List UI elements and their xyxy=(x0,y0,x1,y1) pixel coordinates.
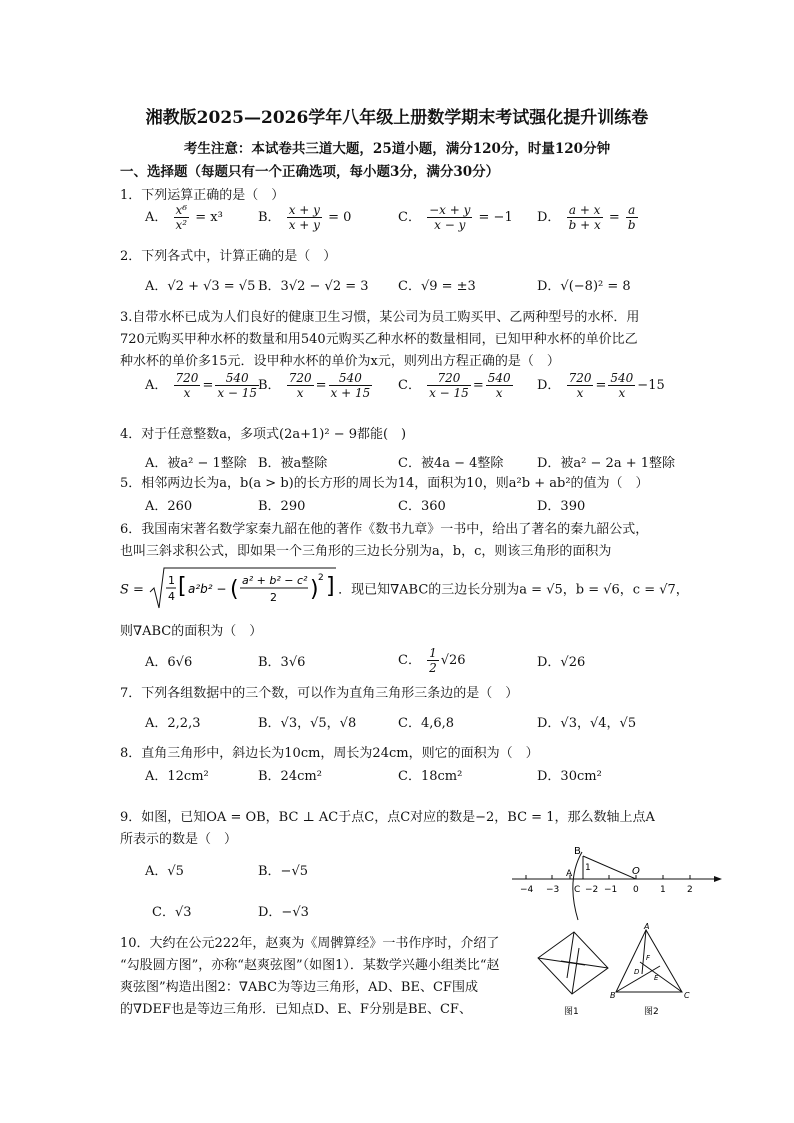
svg-text:[: [ xyxy=(178,574,187,599)
q3-option-a[interactable]: A． $\frac{720}{x}$ = $\frac{540}{x - 15}$ xyxy=(145,371,258,400)
q7-option-d[interactable]: D．√3，√4，√5 xyxy=(537,716,637,731)
q7-stem: 7．下列各组数据中的三个数，可以作为直角三角形三条边的是（ ） xyxy=(120,686,519,701)
q2-option-c[interactable]: C．√9 = ±3 xyxy=(398,279,476,294)
q4-option-d[interactable]: D．被a² − 2a + 1整除 xyxy=(537,456,675,471)
tick-label: 2 xyxy=(687,885,693,895)
q2-option-d[interactable]: D．√(−8)² = 8 xyxy=(537,279,631,294)
exam-notice: 考生注意：本试卷共三道大题，25道小题，满分120分，时量120分钟 xyxy=(183,141,611,157)
q1-option-a[interactable]: A． $\frac{\text{x⁶}}{\text{x²}}$ = x³ xyxy=(145,203,223,232)
page-title: 湘教版2025—2026学年八年级上册数学期末考试强化提升训练卷 xyxy=(145,108,649,128)
q8-option-a[interactable]: A．12cm² xyxy=(145,769,209,784)
q8-option-b[interactable]: B．24cm² xyxy=(258,769,322,784)
point-b-label: B xyxy=(574,846,581,857)
svg-text:1: 1 xyxy=(168,574,176,587)
q3-option-c[interactable]: C． $\frac{720}{x - 15}$ = $\frac{540}{x}$ xyxy=(398,371,511,400)
tick-label: −2 xyxy=(585,885,599,895)
q3-stem-line2: 720元购买甲种水杯的数量和用540元购买乙种水杯的数量相同，已知甲种水杯的单价比乙 xyxy=(120,332,638,347)
q1-option-c[interactable]: C． $\frac{-x + y}{x - y}$ = −1 xyxy=(398,203,513,232)
section-heading: 一、选择题（每题只有一个正确选项，每小题3分，满分30分） xyxy=(120,164,500,180)
point-o-label: O xyxy=(632,866,640,877)
tick-label: 0 xyxy=(633,885,639,895)
figure-2-caption: 图2 xyxy=(644,1007,659,1017)
q8-stem: 8．直角三角形中，斜边长为10cm，周长为24cm，则它的面积为（ ） xyxy=(120,746,539,761)
q8-option-d[interactable]: D．30cm² xyxy=(537,769,602,784)
q5-option-a[interactable]: A．260 xyxy=(145,499,193,514)
q4-option-b[interactable]: B．被a整除 xyxy=(258,456,328,471)
q6-option-a[interactable]: A．6√6 xyxy=(145,655,193,670)
q6-stem-line3: 则∇ABC的面积为（ ） xyxy=(120,624,263,639)
q9-stem-line1: 9．如图，已知OA = OB，BC ⊥ AC于点C，点C对应的数是−2，BC = 1，那么数轴上点A xyxy=(120,810,655,825)
q7-option-a[interactable]: A．2,2,3 xyxy=(145,716,201,731)
q1-option-d[interactable]: D． $\frac{a + x}{b + x}$ = $\frac{a}{b}$ xyxy=(537,203,636,232)
q3-stem-line3: 种水杯的单价多15元．设甲种水杯的单价为x元，则列出方程正确的是（ ） xyxy=(120,354,560,369)
svg-text:]: ] xyxy=(326,574,335,599)
svg-text:B: B xyxy=(610,991,616,1000)
svg-text:(: ( xyxy=(230,577,239,602)
svg-text:2: 2 xyxy=(270,591,278,604)
q3-stem-line1: 3.自带水杯已成为人们良好的健康卫生习惯，某公司为员工购买甲、乙两种型号的水杯．用 xyxy=(120,310,640,325)
q7-option-b[interactable]: B．√3，√5，√8 xyxy=(258,716,357,731)
q10-stem-line1: 10．大约在公元222年，赵爽为《周髀算经》一书作序时，介绍了 xyxy=(120,936,500,951)
q10-stem-line3: 爽弦图”构造出图2：∇ABC为等边三角形，AD、BE、CF围成 xyxy=(120,980,478,995)
q1-stem: 1．下列运算正确的是（ ） xyxy=(120,188,285,203)
svg-text:E: E xyxy=(654,974,659,982)
q2-option-b[interactable]: B．3√2 − √2 = 3 xyxy=(258,279,369,294)
svg-text:A: A xyxy=(644,922,650,931)
svg-text:D: D xyxy=(634,968,640,976)
figure-2-equilateral-triangle xyxy=(608,922,694,1020)
q9-option-d[interactable]: D．−√3 xyxy=(258,905,309,920)
svg-text:C: C xyxy=(684,991,690,1000)
q6-option-c[interactable]: C． $\frac{1}{2}$ √26 xyxy=(398,646,466,675)
svg-text:a²b² −: a²b² − xyxy=(188,582,227,596)
q6-option-d[interactable]: D．√26 xyxy=(537,655,586,670)
q4-option-a[interactable]: A．被a² − 1整除 xyxy=(145,456,247,471)
figure-1-caption: 图1 xyxy=(564,1007,579,1017)
q6-stem-line2: 也叫三斜求积公式，即如果一个三角形的三边长分别为a，b，c，则该三角形的面积为 xyxy=(120,544,612,559)
figure-1-zhao-shuang-diagram xyxy=(530,928,616,1020)
q6-formula: S = 1 4 [ a²b² − ( a² + b² − c² 2 ) 2 ] ．现已知∇ABC的三边长分别为a = √5，b = √6，c = √7， xyxy=(120,566,689,614)
tick-label: −4 xyxy=(520,885,534,895)
q9-stem-line2: 所表示的数是（ ） xyxy=(120,832,238,847)
q2-option-a[interactable]: A．√2 + √3 = √5 xyxy=(145,279,256,294)
q4-stem: 4．对于任意整数a，多项式(2a+1)² − 9都能( ) xyxy=(120,427,407,442)
q9-number-line-figure xyxy=(508,842,728,922)
segment-bc-label: 1 xyxy=(585,863,591,873)
qin-jiushao-formula-icon xyxy=(148,566,338,610)
q10-stem-line4: 的∇DEF也是等边三角形．已知点D、E、F分别是BE、CF、 xyxy=(120,1002,472,1017)
q9-option-b[interactable]: B．−√5 xyxy=(258,864,309,879)
svg-text:a² + b² − c²: a² + b² − c² xyxy=(242,574,308,587)
q5-option-b[interactable]: B．290 xyxy=(258,499,306,514)
axis-tick-labels xyxy=(520,869,693,895)
tick-label: C xyxy=(574,885,581,895)
svg-text:2: 2 xyxy=(318,573,324,583)
q6-stem-line1: 6．我国南宋著名数学家秦九韶在他的著作《数书九章》一书中，给出了著名的秦九韶公式， xyxy=(120,522,649,537)
q6-option-b[interactable]: B．3√6 xyxy=(258,655,306,670)
q9-option-a[interactable]: A．√5 xyxy=(145,864,184,879)
tick-label: −3 xyxy=(546,885,560,895)
q8-option-c[interactable]: C．18cm² xyxy=(398,769,463,784)
q7-option-c[interactable]: C．4,6,8 xyxy=(398,716,455,731)
q10-stem-line2: “勾股圆方图”，亦称“赵爽弦图”（如图1）．某数学兴趣小组类比“赵 xyxy=(120,958,500,973)
q3-option-d[interactable]: D． $\frac{720}{x}$ = $\frac{540}{x}$ −15 xyxy=(537,371,665,400)
q3-option-b[interactable]: B． $\frac{720}{x}$ = $\frac{540}{x + 15}$ xyxy=(258,371,371,400)
tick-label: A xyxy=(566,869,573,879)
q5-stem: 5．相邻两边长为a，b(a > b)的长方形的周长为14，面积为10，则a²b + ab²的值为（ ） xyxy=(120,476,649,491)
svg-text:4: 4 xyxy=(168,590,176,603)
q2-stem: 2．下列各式中，计算正确的是（ ） xyxy=(120,249,337,264)
svg-text:F: F xyxy=(646,954,651,962)
q1-option-b[interactable]: B． $\frac{x + y}{x + y}$ = 0 xyxy=(258,203,352,232)
q4-option-c[interactable]: C．被4a − 4整除 xyxy=(398,456,504,471)
svg-text:): ) xyxy=(310,577,319,602)
tick-label: 1 xyxy=(660,885,666,895)
q5-option-c[interactable]: C．360 xyxy=(398,499,446,514)
tick-label: −1 xyxy=(604,885,618,895)
q5-option-d[interactable]: D．390 xyxy=(537,499,586,514)
q6-formula-tail: ．现已知∇ABC的三边长分别为a = √5，b = √6，c = √7， xyxy=(338,582,689,598)
q9-option-c[interactable]: C．√3 xyxy=(152,905,192,920)
